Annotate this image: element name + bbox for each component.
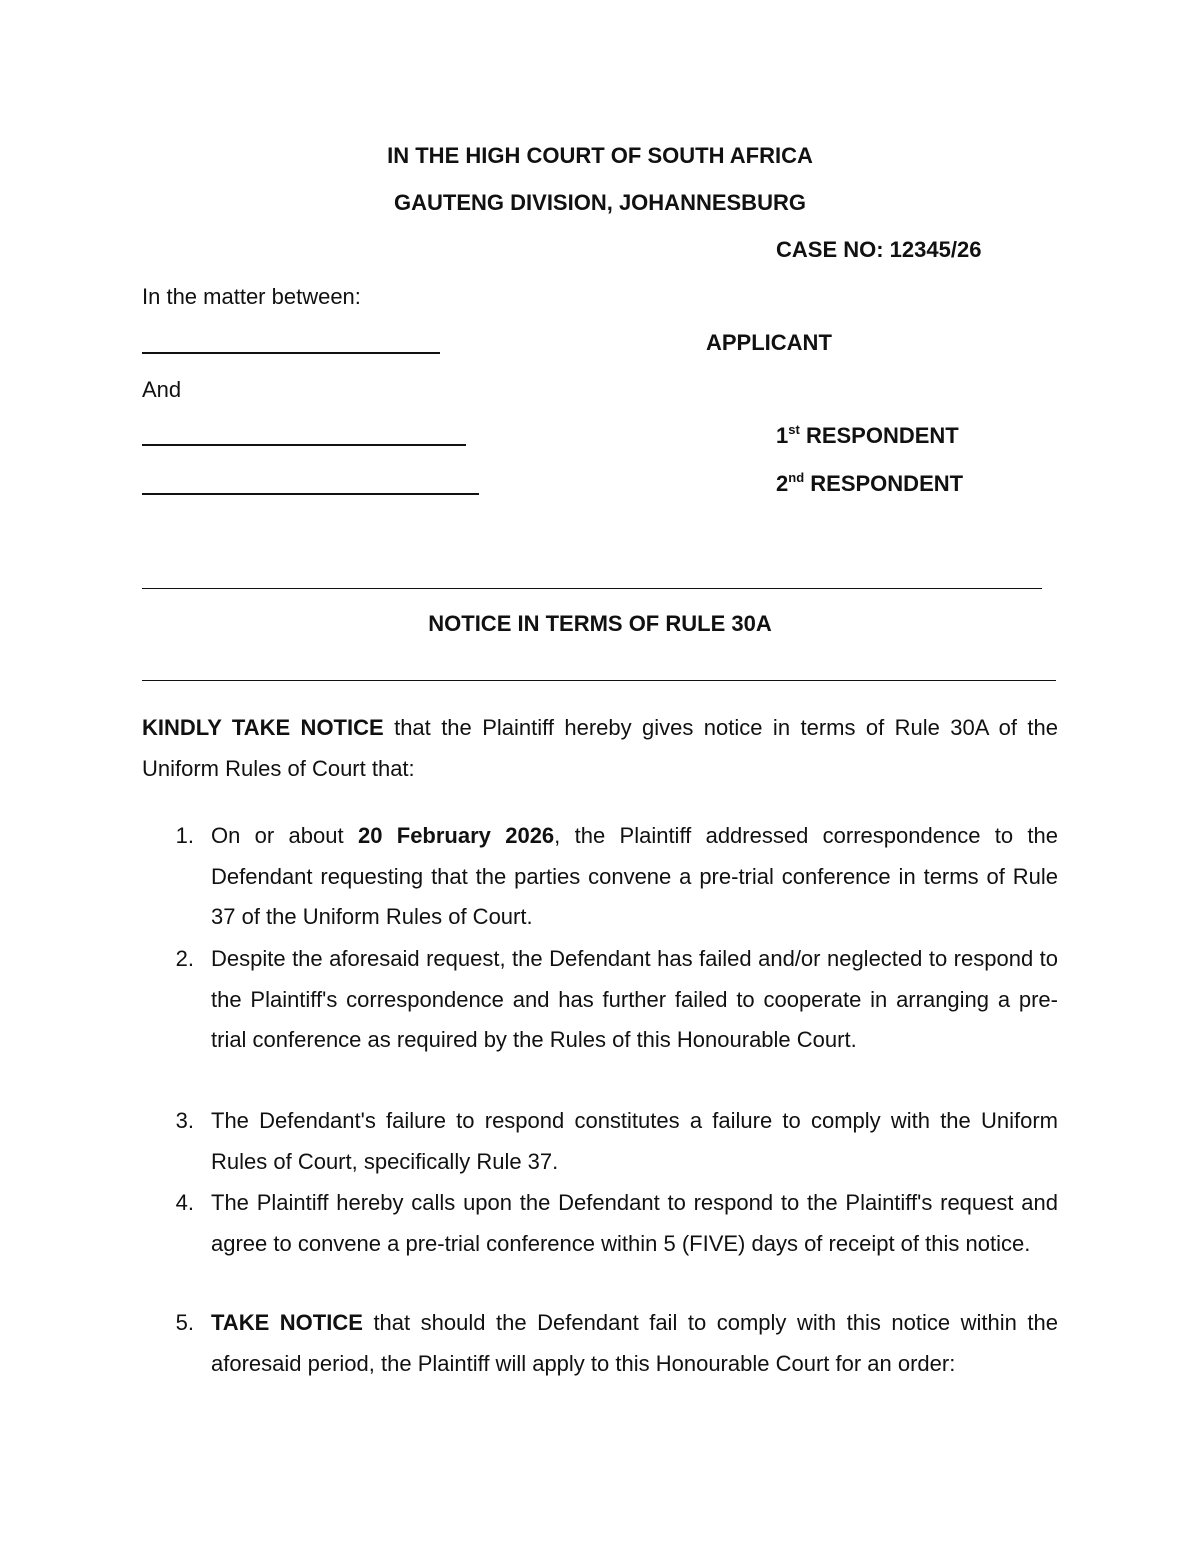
notice-title: NOTICE IN TERMS OF RULE 30A — [428, 611, 772, 636]
case-number: CASE NO: 12345/26 — [776, 237, 982, 262]
item-1-number: 1. — [175, 823, 194, 848]
notice-intro-rest: that the Plaintiff hereby gives notice in terms of Rule 30A of the Uniform Rules of Court that: — [142, 715, 1058, 781]
title-bottom-rule — [142, 680, 1056, 681]
item-1-bold: 20 February 2026 — [357, 823, 555, 848]
respondent1-label — [776, 422, 959, 450]
applicant-name-blank — [142, 352, 440, 354]
respondent1-name-blank — [142, 444, 466, 446]
applicant-label: APPLICANT — [706, 330, 832, 355]
item-2-text — [211, 939, 1058, 1061]
item-2-number: 2. — [175, 946, 194, 971]
item-3-text — [211, 1101, 1058, 1182]
division-heading: GAUTENG DIVISION, JOHANNESBURG — [394, 190, 806, 215]
respondent2-text: RESPONDENT — [810, 471, 964, 496]
notice-intro-bold: KINDLY TAKE NOTICE — [142, 715, 384, 740]
matter-intro: In the matter between: — [142, 284, 361, 309]
notice-intro — [142, 708, 1058, 789]
item-1-after: , the Plaintiff addressed correspondence to the Defendant requesting that the parties convene a pre-trial conference in terms of Rule 37 of the Uniform Rules of Court. — [211, 823, 1059, 929]
title-top-rule — [142, 588, 1042, 589]
respondent2-name-blank — [142, 493, 479, 495]
item-4-before: The Plaintiff hereby calls upon the Defendant to respond to the Plaintiff's request and agree to convene a pre-trial conference within 5 (FIVE) days of receipt of this notice. — [211, 1190, 1058, 1256]
respondent2-ordinal: 2 — [776, 471, 789, 496]
respondent2-sup: nd — [788, 469, 805, 485]
item-5-bold: TAKE NOTICE — [211, 1310, 363, 1335]
respondent2-label — [776, 470, 963, 498]
item-2-before: Despite the aforesaid request, the Defendant has failed and/or neglected to respond to the Plaintiff's correspondence and has further failed to cooperate in arranging a pre-trial conference as required by the Rules of this Honourable Court. — [211, 946, 1058, 1052]
item-3-before: The Defendant's failure to respond constitutes a failure to comply with the Uniform Rules of Court, specifically Rule 37. — [211, 1108, 1058, 1174]
item-5-number: 5. — [175, 1310, 194, 1335]
respondent1-text: RESPONDENT — [805, 423, 959, 448]
item-4-number: 4. — [175, 1190, 194, 1215]
and-text: And — [142, 377, 182, 402]
item-4-text — [211, 1183, 1058, 1264]
respondent1-sup: st — [788, 421, 800, 437]
item-5-after: that should the Defendant fail to comply with this notice within the aforesaid period, the Plaintiff will apply to this Honourable Court for an order: — [211, 1310, 1058, 1376]
item-5-text — [211, 1303, 1058, 1384]
item-3-number: 3. — [175, 1108, 194, 1133]
item-1-text — [211, 816, 1058, 938]
court-heading: IN THE HIGH COURT OF SOUTH AFRICA — [387, 143, 813, 168]
respondent1-ordinal: 1 — [776, 423, 789, 448]
item-1-before: On or about — [211, 823, 358, 848]
